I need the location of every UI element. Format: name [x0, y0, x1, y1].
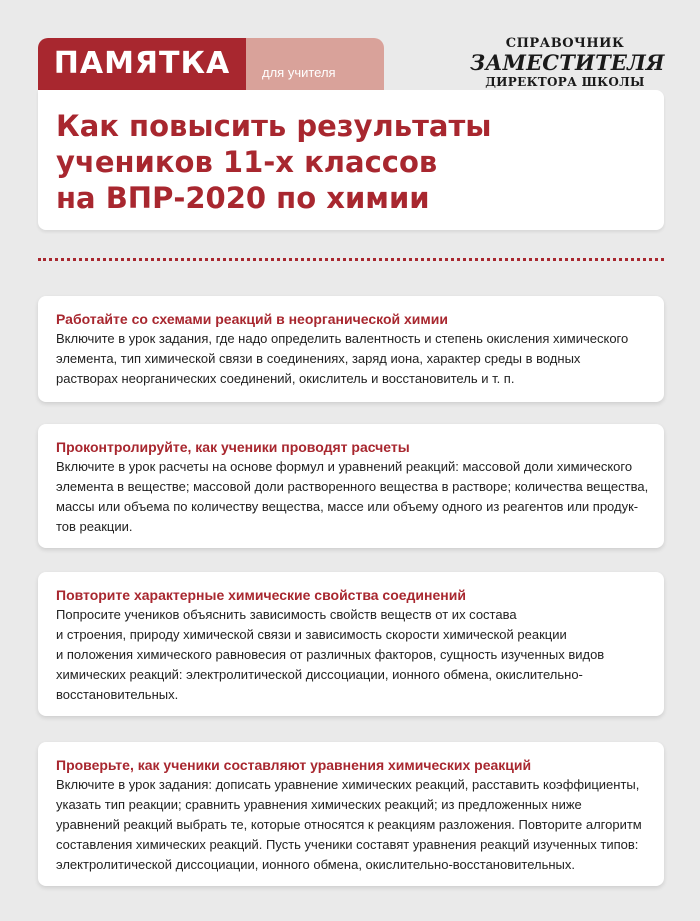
tip-text-line: и строения, природу химической связи и зависимость скорости химической реакции — [56, 627, 567, 642]
page-title — [56, 108, 492, 216]
tip-text-line: элемента, тип химической связи в соединениях, заряд иона, характер среды в водных — [56, 351, 581, 366]
title-line: учеников 11-х классов — [56, 145, 438, 179]
tip-card-equations — [38, 742, 664, 886]
tip-text-line: Попросите учеников объяснить зависимость свойств веществ от их состава — [56, 607, 517, 622]
tip-heading: Работайте со схемами реакций в неорганической химии — [56, 311, 448, 327]
dotted-divider — [38, 258, 664, 261]
tip-text-line: элемента в веществе; массовой доли растворенного вещества в растворе; количества вещества, — [56, 479, 649, 494]
logo-line-3: ДИРЕКТОРА ШКОЛЫ — [485, 75, 645, 89]
tip-text-line: электролитической диссоциации, ионного обмена, окислительно-восстановительных. — [56, 857, 575, 872]
tip-text-line: и положения химического равновесия от различных факторов, сущность изученных видов — [56, 647, 605, 662]
tip-card-reaction-schemes — [38, 296, 664, 402]
publication-logo — [470, 36, 665, 90]
tip-text-line: указать тип реакции; сравнить уравнения химических реакций; из предложенных ниже — [56, 797, 582, 812]
title-line: на ВПР-2020 по химии — [56, 181, 430, 215]
audience-label: для учителя — [246, 38, 384, 90]
tip-text-line: Включите в урок задания: дописать уравнение химических реакций, расставить коэффициенты, — [56, 777, 640, 792]
tip-card-chemical-properties — [38, 572, 664, 716]
tip-text-line: уравнений реакций выбрать те, которые относятся к реакциям разложения. Повторите алгоритм — [56, 817, 642, 832]
tip-heading: Проконтролируйте, как ученики проводят расчеты — [56, 439, 410, 455]
tip-text-line: Включите в урок задания, где надо определить валентность и степень окисления химического — [56, 331, 629, 346]
tip-text-line: составления химических реакций. Пусть ученики составят уравнения реакций изученных типов: — [56, 837, 639, 852]
title-line: Как повысить результаты — [56, 109, 492, 143]
memo-tab: ПАМЯТКА — [38, 38, 246, 90]
tip-card-calculations — [38, 424, 664, 548]
tip-text-line: восстановительных. — [56, 687, 179, 702]
logo-line-2: ЗАМЕСТИТЕЛЯ — [470, 50, 665, 75]
title-card — [38, 90, 664, 230]
tip-text-line: растворах неорганических соединений, окислитель и восстановитель и т. п. — [56, 371, 515, 386]
tip-heading: Проверьте, как ученики составляют уравнения химических реакций — [56, 757, 532, 773]
tip-text-line: Включите в урок расчеты на основе формул и уравнений реакций: массовой доли химического — [56, 459, 633, 474]
tip-text-line: химических реакций: электролитической диссоциации, ионного обмена, окислительно- — [56, 667, 583, 682]
tip-text-line: тов реакции. — [56, 519, 133, 534]
logo-line-1: СПРАВОЧНИК — [505, 36, 625, 51]
tip-heading: Повторите характерные химические свойства соединений — [56, 587, 466, 603]
tip-text-line: массы или объема по количеству вещества, массе или объему одного из реагентов или продук- — [56, 499, 639, 514]
